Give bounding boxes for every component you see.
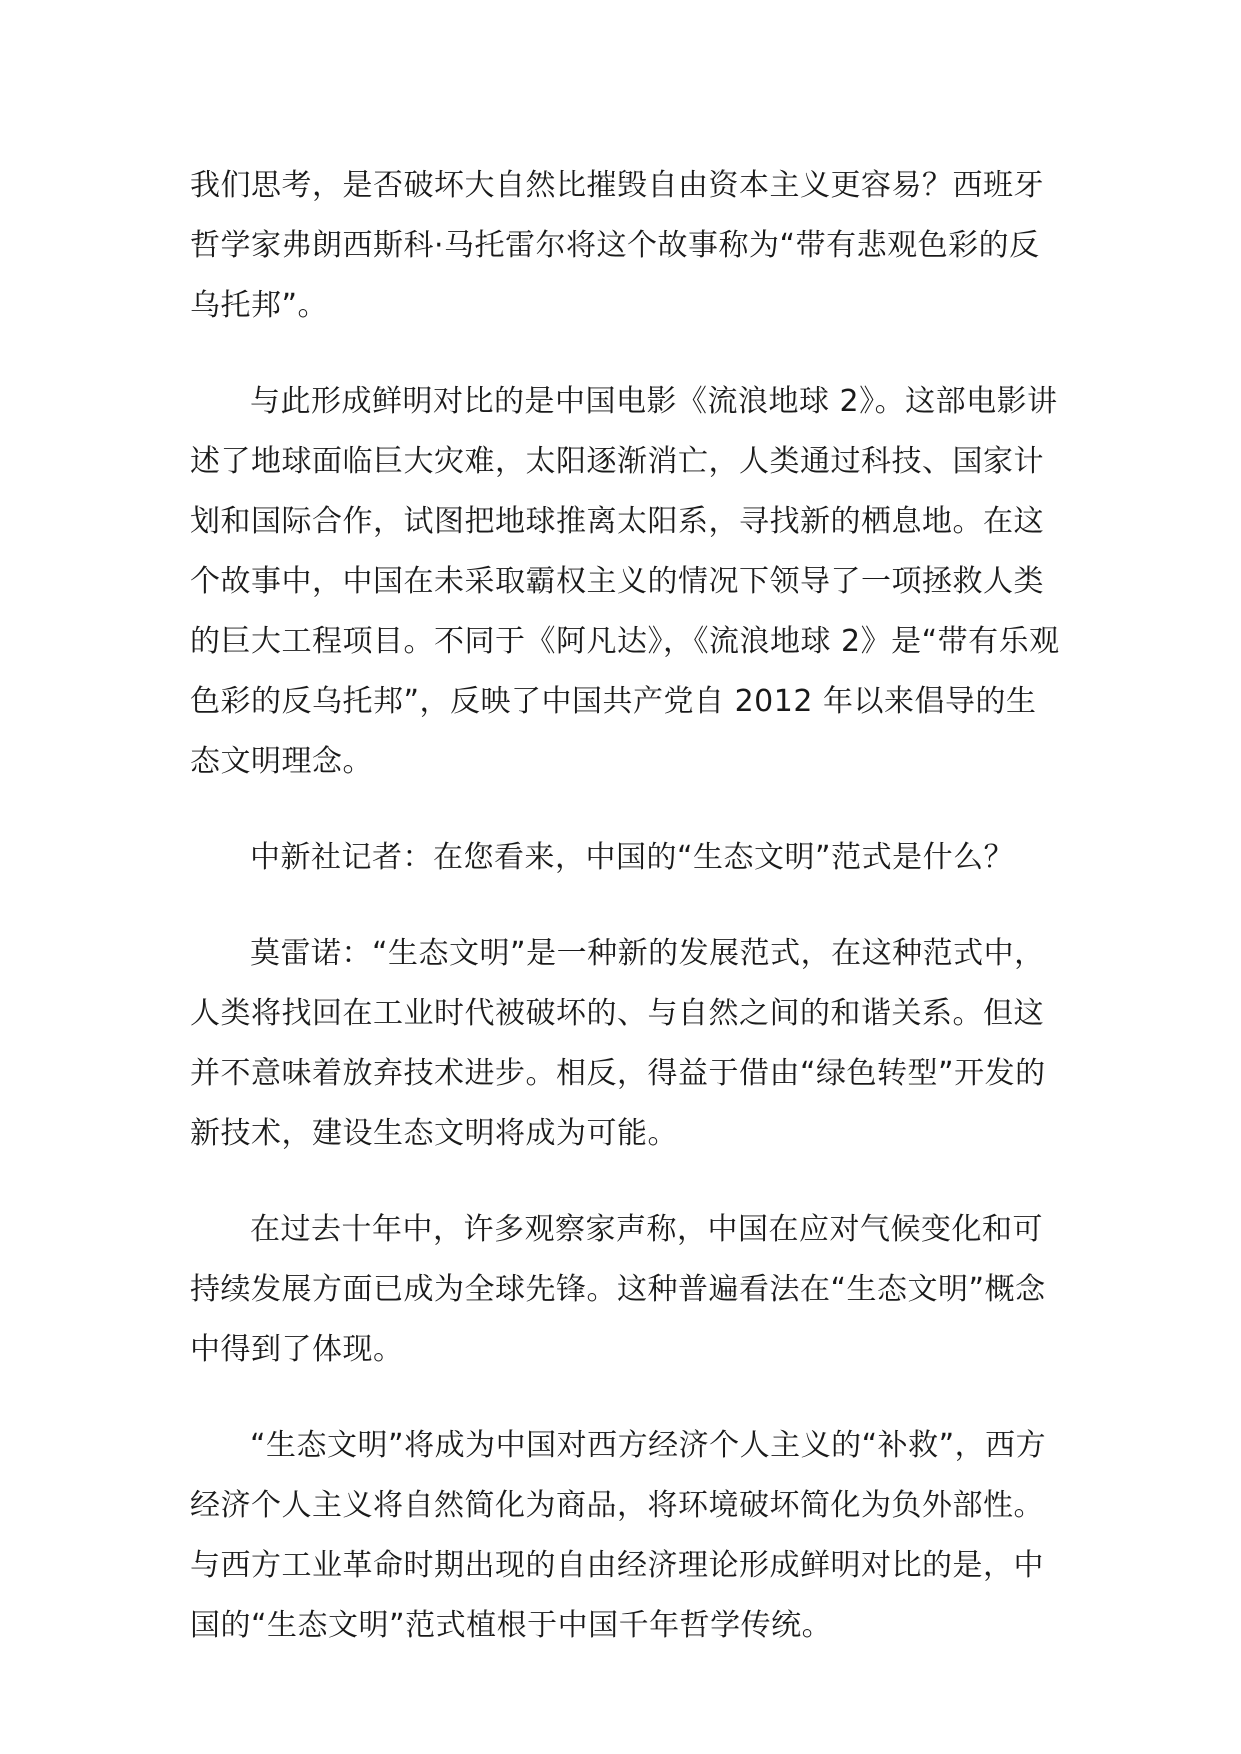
paragraph-continuation: 我们思考，是否破坏大自然比摧毁自由资本主义更容易？西班牙哲学家弗朗西斯科·马托雷尔将这个故事称为“带有悲观色彩的反乌托邦”。	[190, 168, 1044, 323]
paragraph-answer-definition: 莫雷诺：“生态文明”是一种新的发展范式，在这种范式中，人类将找回在工业时代被破坏的、与自然之间的和谐关系。但这并不意味着放弃技术进步。相反，得益于借由“绿色转型”开发的新技术，建设生态文明将成为可能。	[190, 936, 1046, 1151]
paragraph-film-comparison: 与此形成鲜明对比的是中国电影《流浪地球 2》。这部电影讲述了地球面临巨大灾难，太阳逐渐消亡，人类通过科技、国家计划和国际合作，试图把地球推离太阳系，寻找新的栖息地。在这个故事中，中国在未采取霸权主义的情况下领导了一项拯救人类的巨大工程项目。不同于《阿凡达》，《流浪地球 2》是“带有乐观色彩的反乌托邦”，反映了中国共产党自 2012 年以来倡导的生态文明理念。	[190, 384, 1060, 779]
paragraph-philosophy-tradition: “生态文明”将成为中国对西方经济个人主义的“补救”，西方经济个人主义将自然简化为商品，将环境破坏简化为负外部性。与西方工业革命时期出现的自由经济理论形成鲜明对比的是，中国的“生态文明”范式植根于中国千年哲学传统。	[190, 1428, 1047, 1643]
paragraph-global-pioneer: 在过去十年中，许多观察家声称，中国在应对气候变化和可持续发展方面已成为全球先锋。这种普遍看法在“生态文明”概念中得到了体现。	[190, 1212, 1046, 1367]
paragraph-reporter-question: 中新社记者：在您看来，中国的“生态文明”范式是什么？	[250, 840, 1015, 875]
article-body	[190, 156, 1065, 1692]
